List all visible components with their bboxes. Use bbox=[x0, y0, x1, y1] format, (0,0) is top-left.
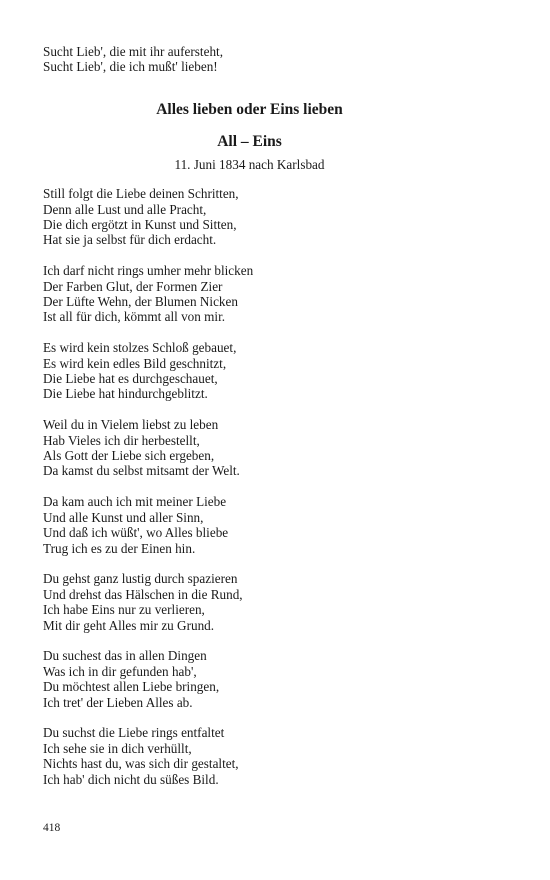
stanza-6 bbox=[43, 571, 503, 633]
verse-line: Und alle Kunst und aller Sinn, bbox=[43, 509, 204, 525]
verse-line: Du möchtest allen Liebe bringen, bbox=[43, 679, 220, 695]
verse-line: Hat sie ja selbst für dich erdacht. bbox=[43, 232, 217, 248]
verse-line: Die dich ergötzt in Kunst und Sitten, bbox=[43, 217, 237, 233]
verse-line: Die Liebe hat es durchgeschauet, bbox=[43, 371, 218, 387]
previous-poem-ending bbox=[43, 44, 503, 75]
verse-line: Mit dir geht Alles mir zu Grund. bbox=[43, 617, 215, 633]
verse-line: Und drehst das Hälschen in die Rund, bbox=[43, 586, 243, 602]
verse-line: Da kam auch ich mit meiner Liebe bbox=[43, 494, 227, 510]
verse-line: Weil du in Vielem liebst zu leben bbox=[43, 417, 219, 433]
stanza-8 bbox=[43, 725, 503, 787]
stanza-2 bbox=[43, 263, 503, 325]
verse-line: Was ich in dir gefunden hab', bbox=[43, 663, 197, 679]
verse-line: Denn alle Lust und alle Pracht, bbox=[43, 201, 207, 217]
stanza-7 bbox=[43, 648, 503, 710]
verse-line: Du suchst die Liebe rings entfaltet bbox=[43, 725, 225, 741]
verse-line: Ich sehe sie in dich verhüllt, bbox=[43, 740, 192, 756]
verse-line: Als Gott der Liebe sich ergeben, bbox=[43, 448, 215, 464]
poem-date: 11. Juni 1834 nach Karlsbad bbox=[174, 156, 325, 172]
verse-line: Ich hab' dich nicht du süßes Bild. bbox=[43, 771, 219, 787]
verse-line: Sucht Lieb', die ich mußt' lieben! bbox=[43, 59, 218, 75]
stanza-5 bbox=[43, 494, 503, 556]
verse-line: Nichts hast du, was sich dir gestaltet, bbox=[43, 756, 239, 772]
verse-line: Die Liebe hat hindurchgeblitzt. bbox=[43, 386, 208, 402]
verse-line: Trug ich es zu der Einen hin. bbox=[43, 540, 196, 556]
verse-line: Still folgt die Liebe deinen Schritten, bbox=[43, 186, 239, 202]
stanza-1 bbox=[43, 186, 503, 248]
verse-line: Sucht Lieb', die mit ihr aufersteht, bbox=[43, 44, 223, 59]
verse-line: Da kamst du selbst mitsamt der Welt. bbox=[43, 463, 240, 479]
page-number: 418 bbox=[43, 822, 61, 834]
verse-line: Ich habe Eins nur zu verlieren, bbox=[43, 602, 205, 618]
stanza-3 bbox=[43, 340, 503, 402]
poem-title: Alles lieben oder Eins lieben bbox=[156, 100, 343, 118]
verse-line: Ich tret' der Lieben Alles ab. bbox=[43, 694, 193, 710]
book-page bbox=[43, 44, 503, 802]
verse-line: Der Farben Glut, der Formen Zier bbox=[43, 278, 223, 294]
verse-line: Es wird kein stolzes Schloß gebauet, bbox=[43, 340, 237, 356]
verse-line: Der Lüfte Wehn, der Blumen Nicken bbox=[43, 294, 238, 310]
stanza-4 bbox=[43, 417, 503, 479]
verse-line: Es wird kein edles Bild geschnitzt, bbox=[43, 355, 227, 371]
verse-line: Du gehst ganz lustig durch spazieren bbox=[43, 571, 238, 587]
poem-subtitle: All – Eins bbox=[217, 132, 282, 150]
verse-line: Du suchest das in allen Dingen bbox=[43, 648, 207, 664]
verse-line: Hab Vieles ich dir herbestellt, bbox=[43, 432, 200, 448]
verse-line: Ich darf nicht rings umher mehr blicken bbox=[43, 263, 254, 279]
verse-line: Ist all für dich, kömmt all von mir. bbox=[43, 309, 226, 325]
verse-line: Und daß ich wüßt', wo Alles bliebe bbox=[43, 525, 229, 541]
